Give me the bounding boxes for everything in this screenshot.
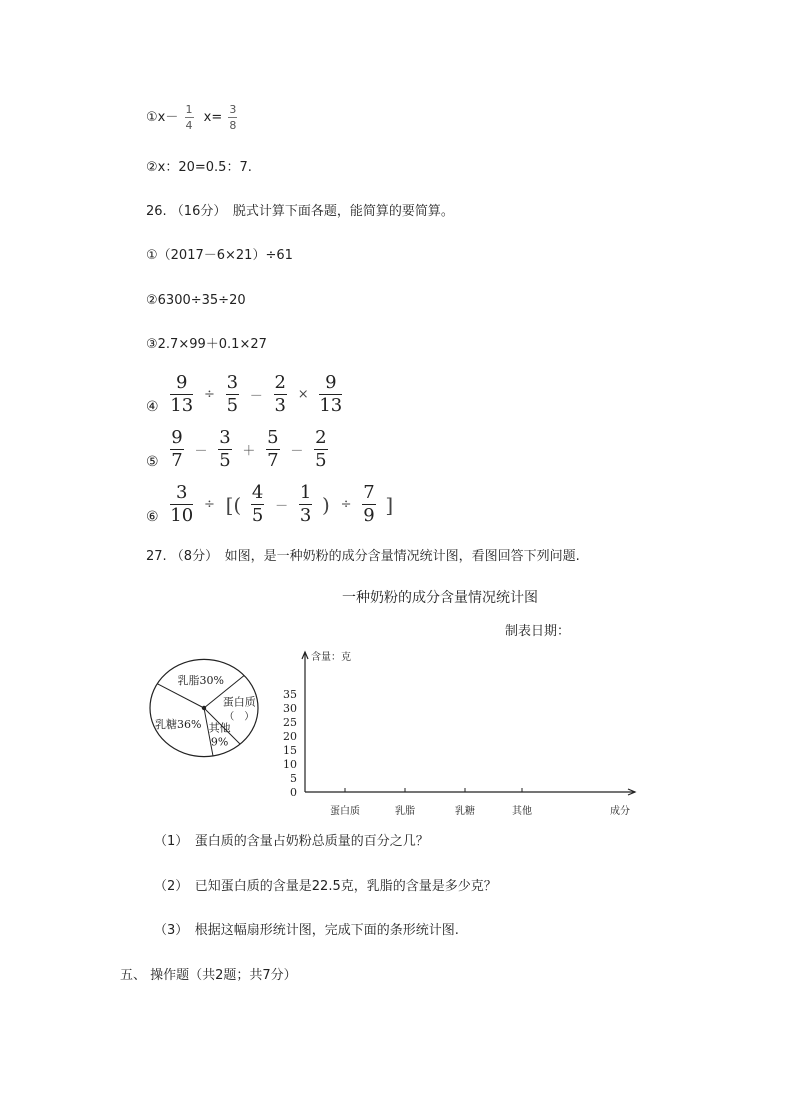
x-tick-label: 蛋白质 — [330, 806, 360, 817]
y-tick-label: 0 — [290, 786, 297, 799]
fraction: $\frac{3}{10}$ — [170, 482, 194, 526]
calc-3: ③2.7×99＋0.1×27 — [146, 337, 267, 352]
fraction: $\frac{3}{5}$ — [226, 372, 239, 416]
fraction: $\frac{9}{7}$ — [171, 427, 183, 471]
y-tick-label: 5 — [290, 772, 297, 785]
x-tick-label: 乳脂 — [395, 806, 415, 817]
fraction: $\frac{9}{13}$ — [319, 372, 343, 416]
fraction: $\frac{2}{3}$ — [274, 372, 286, 416]
pie-chart — [150, 659, 258, 756]
pie-label: 乳糖36% — [155, 718, 202, 732]
calc-4: ④ $\frac{9}{13}$ ÷ $\frac{3}{5}$ － $\frac{2}{3}$ × $\frac{9}{13}$ — [146, 372, 343, 416]
fraction: $\frac{3}{8}$ — [229, 103, 237, 132]
equation-1-mid: x= — [203, 110, 223, 125]
pie-slice-boundary — [157, 684, 204, 708]
fraction: $\frac{5}{7}$ — [267, 427, 279, 471]
fraction: $\frac{7}{9}$ — [363, 482, 375, 526]
x-tick-label: 乳糖 — [455, 806, 475, 817]
y-tick-label: 25 — [283, 716, 297, 729]
y-axis-label: 含量：克 — [311, 652, 351, 663]
y-tick-label: 15 — [283, 744, 297, 757]
pie-center — [202, 706, 206, 710]
equation-2: ②x：20=0.5：7. — [146, 160, 252, 175]
y-tick-label: 20 — [283, 730, 297, 743]
bar-chart — [283, 650, 635, 817]
sub-question-1: （1） 蛋白质的含量占奶粉总质量的百分之几？ — [154, 834, 429, 849]
chart-date-label: 制表日期： — [505, 624, 571, 639]
equation-1 — [146, 104, 239, 131]
calc-5: ⑤ $\frac{9}{7}$ － $\frac{3}{5}$ ＋ $\frac{5}{7}$ － $\frac{2}{5}$ — [146, 427, 327, 471]
fraction: $\frac{2}{5}$ — [315, 427, 327, 471]
fraction: $\frac{9}{13}$ — [170, 372, 194, 416]
pie-label: 蛋白质 — [222, 695, 256, 709]
chart-figure — [0, 580, 790, 820]
calc-1: ①（2017－6×21）÷61 — [146, 248, 293, 263]
pie-label: 其他 — [208, 721, 231, 735]
pie-label-blank: （ ） — [224, 711, 255, 723]
x-tick-label: 其他 — [512, 806, 532, 817]
fraction: $\frac{3}{5}$ — [219, 427, 231, 471]
x-axis-label: 成分 — [610, 806, 630, 817]
y-tick-label: 35 — [283, 688, 297, 701]
equation-1-label: ①x－ — [146, 110, 179, 125]
fraction: $\frac{1}{4}$ — [185, 103, 193, 132]
fraction: $\frac{1}{3}$ — [299, 482, 312, 526]
y-tick-label: 10 — [283, 758, 297, 771]
chart-title: 一种奶粉的成分含量情况统计图 — [342, 590, 538, 606]
calc-6: ⑥ $\frac{3}{10}$ ÷ [( $\frac{4}{5}$ － $\frac{1}{3}$ ) ÷ $\frac{7}{9}$ ] — [146, 482, 394, 526]
pie-label-pct: 9% — [210, 735, 229, 749]
question-26-header: 26. （16分） 脱式计算下面各题，能简算的要简算。 — [146, 204, 454, 219]
calc-2: ②6300÷35÷20 — [146, 293, 246, 308]
section-5-header: 五、 操作题（共2题；共7分） — [120, 968, 297, 983]
question-27-header: 27. （8分） 如图，是一种奶粉的成分含量情况统计图，看图回答下列问题. — [146, 549, 580, 564]
y-tick-label: 30 — [283, 702, 297, 715]
fraction: $\frac{4}{5}$ — [251, 482, 264, 526]
sub-question-2: （2） 已知蛋白质的含量是22.5克，乳脂的含量是多少克？ — [154, 879, 497, 894]
pie-label: 乳脂30% — [177, 673, 224, 687]
sub-question-3: （3） 根据这幅扇形统计图，完成下面的条形统计图. — [154, 923, 459, 938]
